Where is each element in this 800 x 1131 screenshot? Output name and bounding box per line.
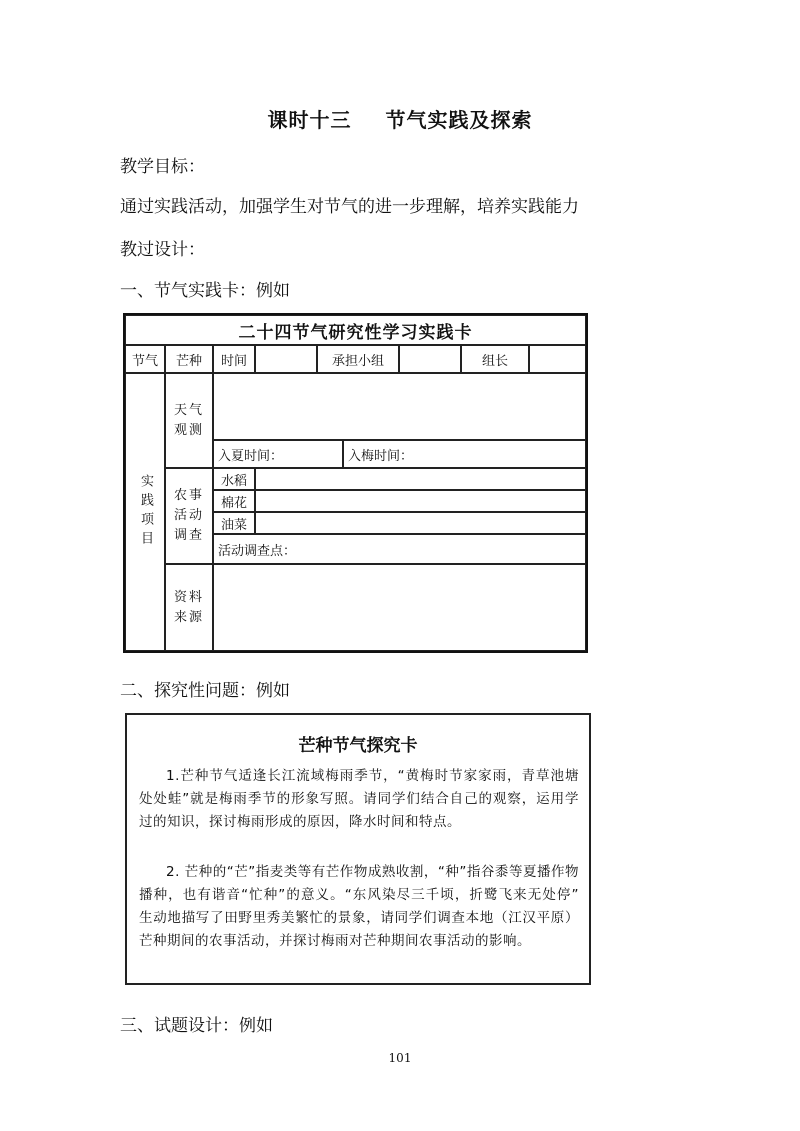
teaching-goal-label: 教学目标： [120,157,205,177]
farm-label: 农事 活动 调查 [165,468,213,564]
page-number: 101 [388,1051,412,1065]
inquiry-paragraph-1: 1.芒种节气适逢长江流域梅雨季节，“黄梅时节家家雨，青草池塘处处蛙”就是梅雨季节的形象写照。请同学们结合自己的观察，运用学过的知识，探讨梅雨形成的原因，降水时间和特点。 [139,768,579,830]
summer-start-field: 入夏时间： [213,440,343,468]
crop-rapeseed-label: 油菜 [213,512,255,534]
practice-card-header: 二十四节气研究性学习实践卡 [125,315,586,345]
cell-leader-label: 组长 [461,345,529,373]
inquiry-card-title: 芒种节气探究卡 [298,736,418,756]
inquiry-card [125,713,591,985]
cell-jieqi-label: 节气 [125,345,165,373]
crop-rapeseed-value [255,512,586,534]
inquiry-paragraph-2: 2. 芒种的“芒”指麦类等有芒作物成熟收割，“种”指谷黍等夏播作物播种，也有谐音“忙种”的意义。“东风染尽三千顷，折鹭飞来无处停” 生动地描写了田野里秀美繁忙的景象，请同学们调查本地（江汉平原）芒种期间的农事活动，并探讨梅雨对芒种期间农事活动的影响。 [139,864,579,949]
practice-card [123,313,588,653]
teaching-goal-text: 通过实践活动，加强学生对节气的进一步理解，培养实践能力 [120,197,579,217]
section-1-heading: 一、节气实践卡：例如 [120,281,290,301]
meiyu-start-field: 入梅时间： [343,440,586,468]
cell-group-value [399,345,461,373]
section-2-heading: 二、探究性问题：例如 [120,681,290,701]
crop-cotton-label: 棉花 [213,490,255,512]
source-area [213,564,586,651]
design-label: 教过设计： [120,240,205,260]
crop-rice-label: 水稻 [213,468,255,490]
weather-area [213,373,586,440]
crop-rice-value [255,468,586,490]
survey-point-field: 活动调查点： [213,534,586,564]
section-3-heading: 三、试题设计：例如 [120,1016,273,1036]
cell-time-value [255,345,317,373]
cell-group-label: 承担小组 [317,345,399,373]
weather-label: 天气 观测 [165,373,213,468]
crop-cotton-value [255,490,586,512]
side-label: 实践项目 [125,373,165,651]
cell-leader-value [529,345,586,373]
page-title: 课时十三 节气实践及探索 [267,108,533,132]
cell-jieqi-value: 芒种 [165,345,213,373]
source-label: 资料 来源 [165,564,213,651]
cell-time-label: 时间 [213,345,255,373]
